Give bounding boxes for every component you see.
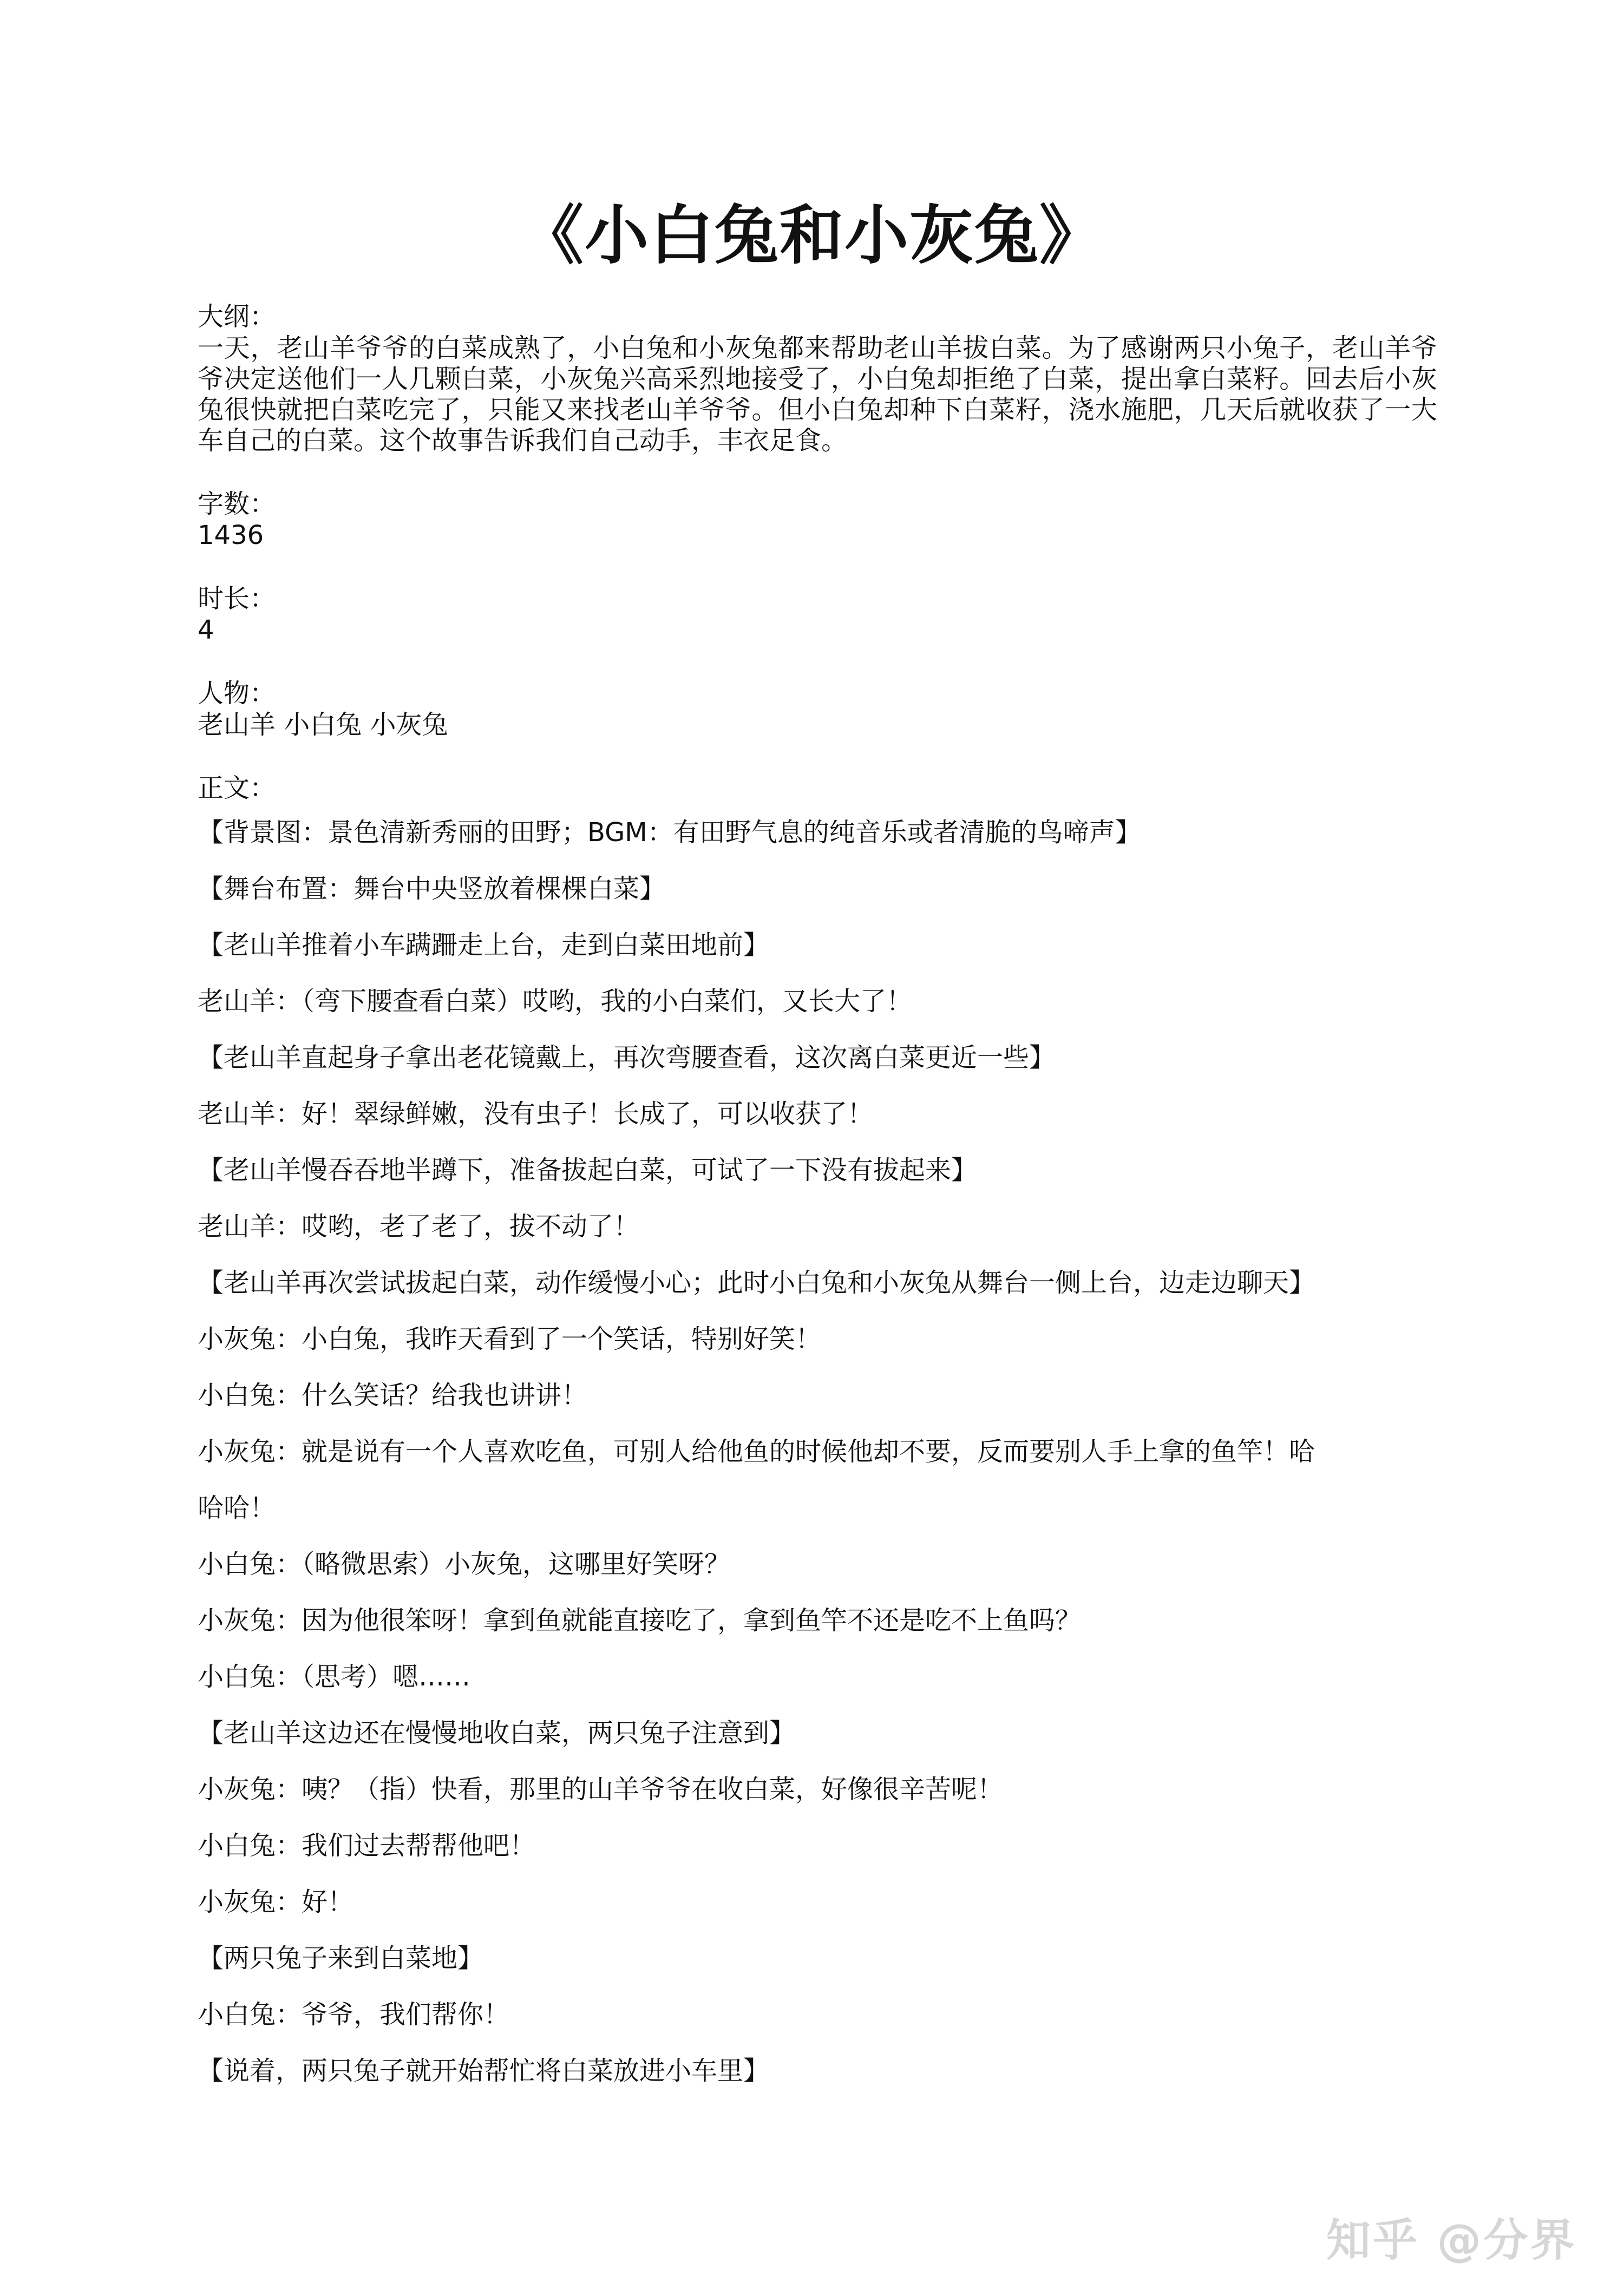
script-line: 小灰兔：好！ (198, 1887, 354, 1917)
duration-value: 4 (198, 615, 214, 645)
wordcount-label: 字数： (198, 489, 276, 519)
outline-text: 一天，老山羊爷爷的白菜成熟了，小白兔和小灰兔都来帮助老山羊拔白菜。为了感谢两只小兔子，老山羊爷爷决定送他们一人几颗白菜，小灰兔兴高采烈地接受了，小白兔却拒绝了白菜，提出拿白菜籽。回去后小灰兔很快就把白菜吃完了，只能又来找老山羊爷爷。但小白兔却种下白菜籽，浇水施肥，几天后就收获了一大车自己的白菜。这个故事告诉我们自己动手，丰衣足食。 (198, 333, 1437, 456)
script-line: 小灰兔：就是说有一个人喜欢吃鱼，可别人给他鱼的时候他却不要，反而要别人手上拿的鱼竿！哈 (198, 1436, 1315, 1467)
script-line: 【说着，两只兔子就开始帮忙将白菜放进小车里】 (198, 2056, 770, 2086)
spacer (198, 646, 1437, 677)
script-line: 小白兔：爷爷，我们帮你！ (198, 1999, 510, 2030)
outline-label: 大纲： (198, 301, 276, 332)
script-line: 【两只兔子来到白菜地】 (198, 1943, 484, 1973)
script-line: 【舞台布置：舞台中央竖放着棵棵白菜】 (198, 874, 666, 904)
spacer (198, 740, 1437, 772)
spacer (198, 551, 1437, 582)
characters-value: 老山羊 小白兔 小灰兔 (198, 710, 448, 740)
script-line: 老山羊：（弯下腰查看白菜）哎哟，我的小白菜们，又长大了！ (198, 986, 913, 1016)
spacer (198, 456, 1437, 488)
script-line: 【老山羊直起身子拿出老花镜戴上，再次弯腰查看，这次离白菜更近一些】 (198, 1042, 1056, 1073)
script-line: 【老山羊慢吞吞地半蹲下，准备拔起白菜，可试了一下没有拔起来】 (198, 1155, 978, 1185)
body-label: 正文： (198, 773, 276, 803)
script-line: 【老山羊再次尝试拔起白菜，动作缓慢小心；此时小白兔和小灰兔从舞台一侧上台，边走边聊天】 (198, 1268, 1315, 1298)
duration-label: 时长： (198, 583, 276, 614)
script-line: 小白兔：我们过去帮帮他吧！ (198, 1831, 536, 1861)
document-content (198, 300, 1437, 2099)
script-line: 小白兔：什么笑话？给我也讲讲！ (198, 1380, 588, 1411)
script-line: 老山羊：哎哟，老了老了，拔不动了！ (198, 1211, 640, 1242)
script-line: 【老山羊这边还在慢慢地收白菜，两只兔子注意到】 (198, 1718, 796, 1748)
script-body (198, 804, 1437, 2099)
script-line: 小白兔：（略微思索）小灰兔，这哪里好笑呀？ (198, 1549, 731, 1579)
script-line: 老山羊：好！翠绿鲜嫩，没有虫子！长成了，可以收获了！ (198, 1099, 874, 1129)
script-line: 小灰兔：咦？（指）快看，那里的山羊爷爷在收白菜，好像很辛苦呢！ (198, 1774, 1004, 1805)
script-line: 【老山羊推着小车蹒跚走上台，走到白菜田地前】 (198, 930, 770, 960)
script-line: 小灰兔：小白兔，我昨天看到了一个笑话，特别好笑！ (198, 1324, 822, 1354)
script-line: 【背景图：景色清新秀丽的田野；BGM：有田野气息的纯音乐或者清脆的鸟啼声】 (198, 817, 1141, 848)
wordcount-value: 1436 (198, 520, 264, 550)
script-line: 小白兔：（思考）嗯…… (198, 1662, 471, 1692)
script-line: 哈哈！ (198, 1493, 276, 1523)
characters-label: 人物： (198, 678, 276, 709)
zhihu-watermark: 知乎 @分界 (1326, 2215, 1577, 2266)
document-title: 《小白兔和小灰兔》 (519, 198, 1104, 273)
script-line: 小灰兔：因为他很笨呀！拿到鱼就能直接吃了，拿到鱼竿不还是吃不上鱼吗？ (198, 1605, 1082, 1636)
